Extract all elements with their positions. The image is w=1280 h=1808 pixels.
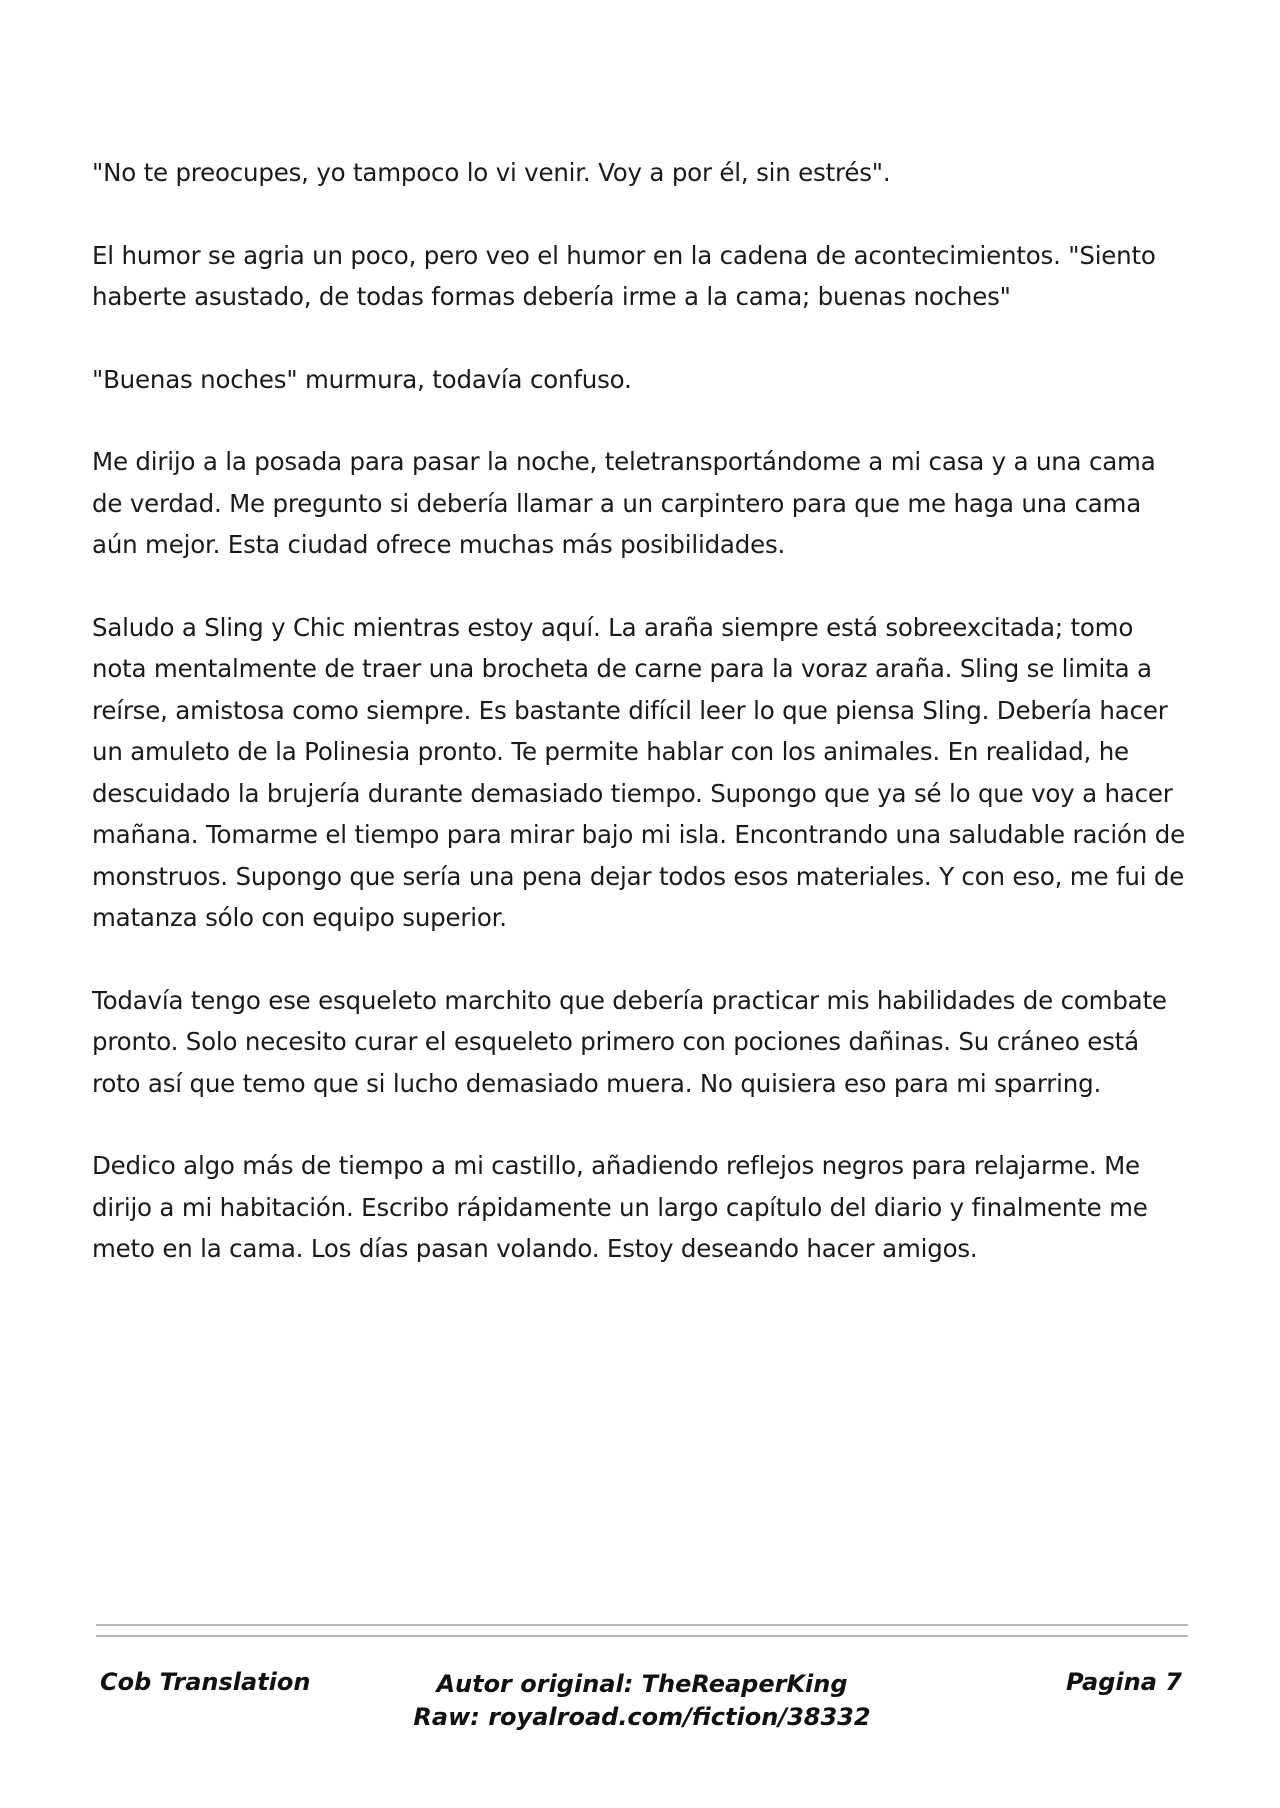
- page-footer: [96, 1668, 1188, 1748]
- footer-raw-source: Raw: royalroad.com/fiction/38332: [413, 1703, 871, 1731]
- footer-original-author: Autor original: TheReaperKing: [436, 1670, 848, 1698]
- paragraph-3: "Buenas noches" murmura, todavía confuso.: [92, 364, 632, 394]
- paragraph-5: Saludo a Sling y Chic mientras estoy aquí. La araña siempre está sobreexcitada; tomo nota mentalmente de traer una brocheta de carne para la voraz araña. Sling se limita a reírse, amistosa como siempre. Es bastante difícil leer lo que piensa Sling. Debería hacer un amuleto de la Polinesia pronto. Te permite hablar con los animales. En realidad, he descuidado la brujería durante demasiado tiempo. Supongo que ya sé lo que voy a hacer mañana. Tomarme el tiempo para mirar bajo mi isla. Encontrando una saludable ración de monstruos. Supongo que sería una pena dejar todos esos materiales. Y con eso, me fui de matanza sólo con equipo superior.: [92, 612, 1185, 932]
- document-body: [92, 152, 1192, 1311]
- footer-rule-bottom: [96, 1635, 1188, 1637]
- footer-rule-top: [96, 1624, 1188, 1626]
- paragraph-7: Dedico algo más de tiempo a mi castillo, añadiendo reflejos negros para relajarme. Me dirijo a mi habitación. Escribo rápidamente un largo capítulo del diario y finalmente me meto en la cama. Los días pasan volando. Estoy deseando hacer amigos.: [92, 1151, 1148, 1263]
- paragraph-4: Me dirijo a la posada para pasar la noche, teletransportándome a mi casa y a una cama de verdad. Me pregunto si debería llamar a un carpintero para que me haga una cama aún mejor. Esta ciudad ofrece muchas más posibilidades.: [92, 447, 1156, 559]
- footer-credits: [96, 1668, 1188, 1734]
- footer-translator: Cob Translation: [100, 1668, 311, 1696]
- footer-page-number: Pagina 7: [1066, 1668, 1182, 1696]
- paragraph-2: El humor se agria un poco, pero veo el humor en la cadena de acontecimientos. "Siento haberte asustado, de todas formas debería irme a la cama; buenas noches": [92, 240, 1156, 311]
- paragraph-1: "No te preocupes, yo tampoco lo vi venir. Voy a por él, sin estrés".: [92, 158, 891, 187]
- paragraph-6: Todavía tengo ese esqueleto marchito que debería practicar mis habilidades de combate pronto. Solo necesito curar el esqueleto primero con pociones dañinas. Su cráneo está roto así que temo que si lucho demasiado muera. No quisiera eso para mi sparring.: [92, 985, 1167, 1098]
- footer-divider: [96, 1624, 1188, 1646]
